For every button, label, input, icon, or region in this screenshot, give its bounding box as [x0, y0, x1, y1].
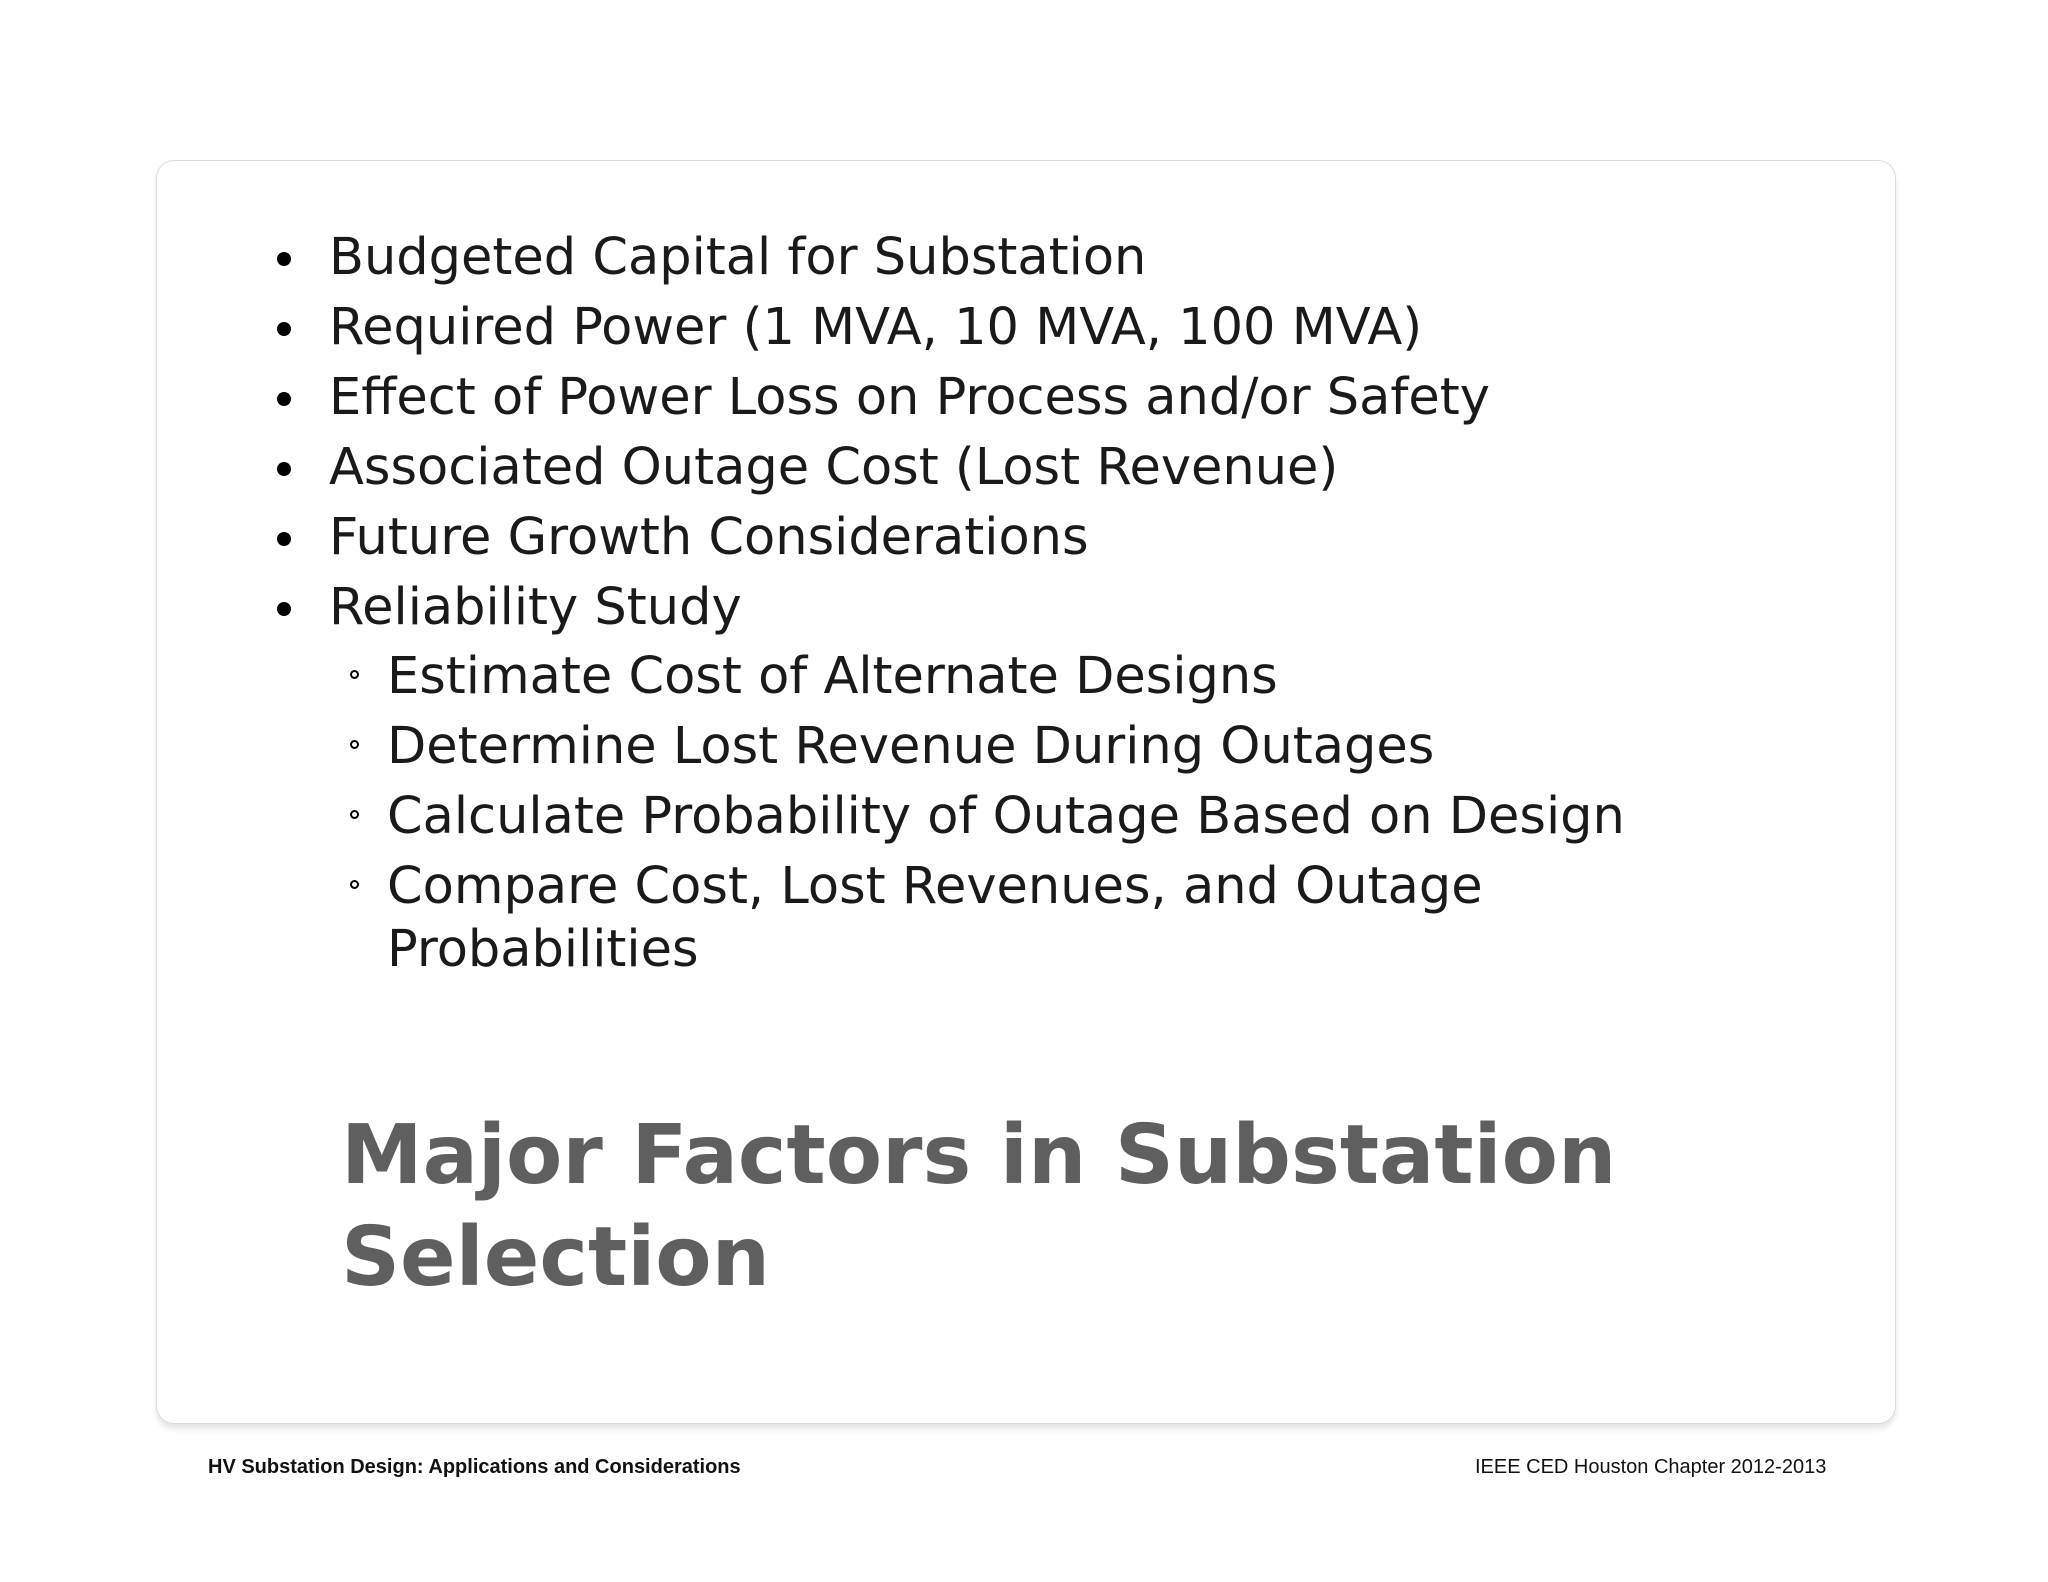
bullet-text: Reliability Study [329, 578, 742, 637]
bullet-item [329, 363, 1490, 433]
bullet-dot-icon [277, 252, 291, 266]
bullet-dot-icon [277, 532, 291, 546]
bullet-text: Effect of Power Loss on Process and/or Safety [329, 368, 1490, 427]
sub-bullet-text: Probabilities [387, 920, 699, 979]
bullet-dot-icon [277, 392, 291, 406]
sub-bullet-item [387, 785, 1625, 848]
bullet-text: Budgeted Capital for Substation [329, 228, 1147, 287]
sub-bullet-ring-icon [350, 740, 359, 749]
bullet-text: Associated Outage Cost (Lost Revenue) [329, 438, 1339, 497]
sub-bullet-item [387, 715, 1434, 778]
bullet-item [329, 223, 1146, 293]
bullet-item [329, 573, 742, 643]
bullet-item [329, 433, 1338, 503]
sub-bullet-item [387, 855, 1483, 918]
footer-left-text: HV Substation Design: Applications and Considerations [208, 1456, 741, 1478]
sub-bullet-text: Estimate Cost of Alternate Designs [387, 647, 1278, 706]
bullet-text: Future Growth Considerations [329, 508, 1089, 567]
bullet-item [329, 293, 1422, 363]
slide-title: Major Factors in Substation Selection [341, 1108, 1617, 1305]
footer-right-text: IEEE CED Houston Chapter 2012-2013 [1475, 1456, 1827, 1478]
sub-bullet-text: Calculate Probability of Outage Based on Design [387, 787, 1625, 846]
bullet-item [329, 503, 1089, 573]
sub-bullet-text: Compare Cost, Lost Revenues, and Outage [387, 857, 1483, 916]
sub-bullet-item [387, 645, 1278, 708]
sub-bullet-continuation [387, 918, 699, 981]
sub-bullet-text: Determine Lost Revenue During Outages [387, 717, 1435, 776]
bullet-dot-icon [277, 322, 291, 336]
slide-card [156, 160, 1896, 1424]
bullet-dot-icon [277, 462, 291, 476]
bullet-text: Required Power (1 MVA, 10 MVA, 100 MVA) [329, 298, 1423, 357]
sub-bullet-ring-icon [350, 880, 359, 889]
bullet-dot-icon [277, 602, 291, 616]
sub-bullet-ring-icon [350, 670, 359, 679]
sub-bullet-ring-icon [350, 810, 359, 819]
